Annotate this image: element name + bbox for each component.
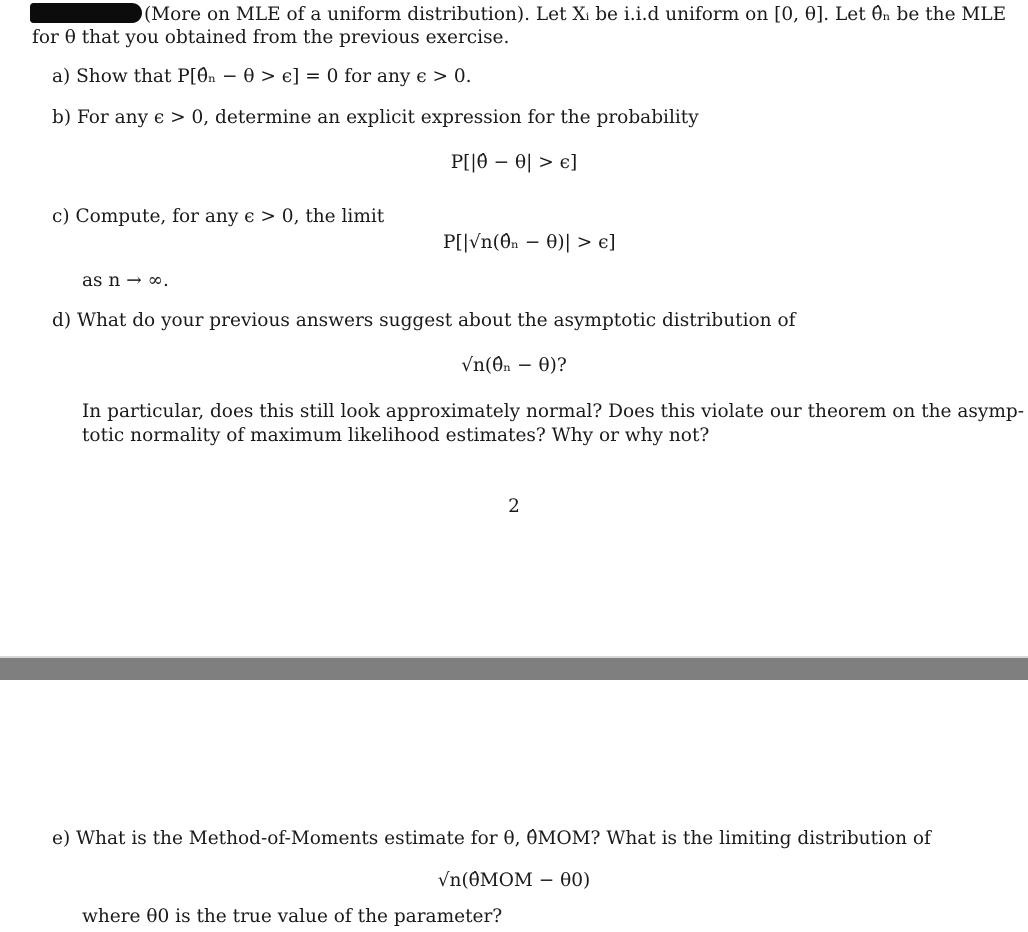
formula-b: P[|θ̂ − θ| > ϵ] (450, 152, 578, 173)
question-d-paragraph-line-1: In particular, does this still look approximately normal? Does this violate our theorem on the asymp- (82, 401, 1024, 422)
question-d-paragraph-line-2: totic normality of maximum likelihood estimates? Why or why not? (82, 425, 710, 446)
intro-line-2: for θ that you obtained from the previous exercise. (32, 27, 510, 48)
question-d: d) What do your previous answers suggest about the asymptotic distribution of (52, 310, 796, 331)
intro-line-1: (More on MLE of a uniform distribution). Let Xᵢ be i.i.d uniform on [0, θ]. Let θ̂ₙ be the MLE (144, 4, 1007, 25)
question-e-tail: where θ0 is the true value of the parameter? (82, 906, 503, 927)
formula-e: √n(θ̂MOM − θ0) (437, 870, 591, 891)
formula-d: √n(θ̂ₙ − θ)? (461, 355, 567, 376)
formula-c: P[|√n(θ̂ₙ − θ)| > ϵ] (443, 232, 616, 253)
question-a: a) Show that P[θ̂ₙ − θ > ϵ] = 0 for any ϵ > 0. (52, 66, 472, 87)
question-c-tail: as n → ∞. (82, 270, 169, 291)
question-c: c) Compute, for any ϵ > 0, the limit (52, 206, 385, 227)
page-break-divider (0, 656, 1028, 680)
redaction-mark (30, 3, 142, 23)
question-b: b) For any ϵ > 0, determine an explicit expression for the probability (52, 107, 699, 128)
question-e: e) What is the Method-of-Moments estimate for θ, θ̂MOM? What is the limiting distribution of (52, 828, 931, 849)
page-number: 2 (508, 496, 520, 517)
